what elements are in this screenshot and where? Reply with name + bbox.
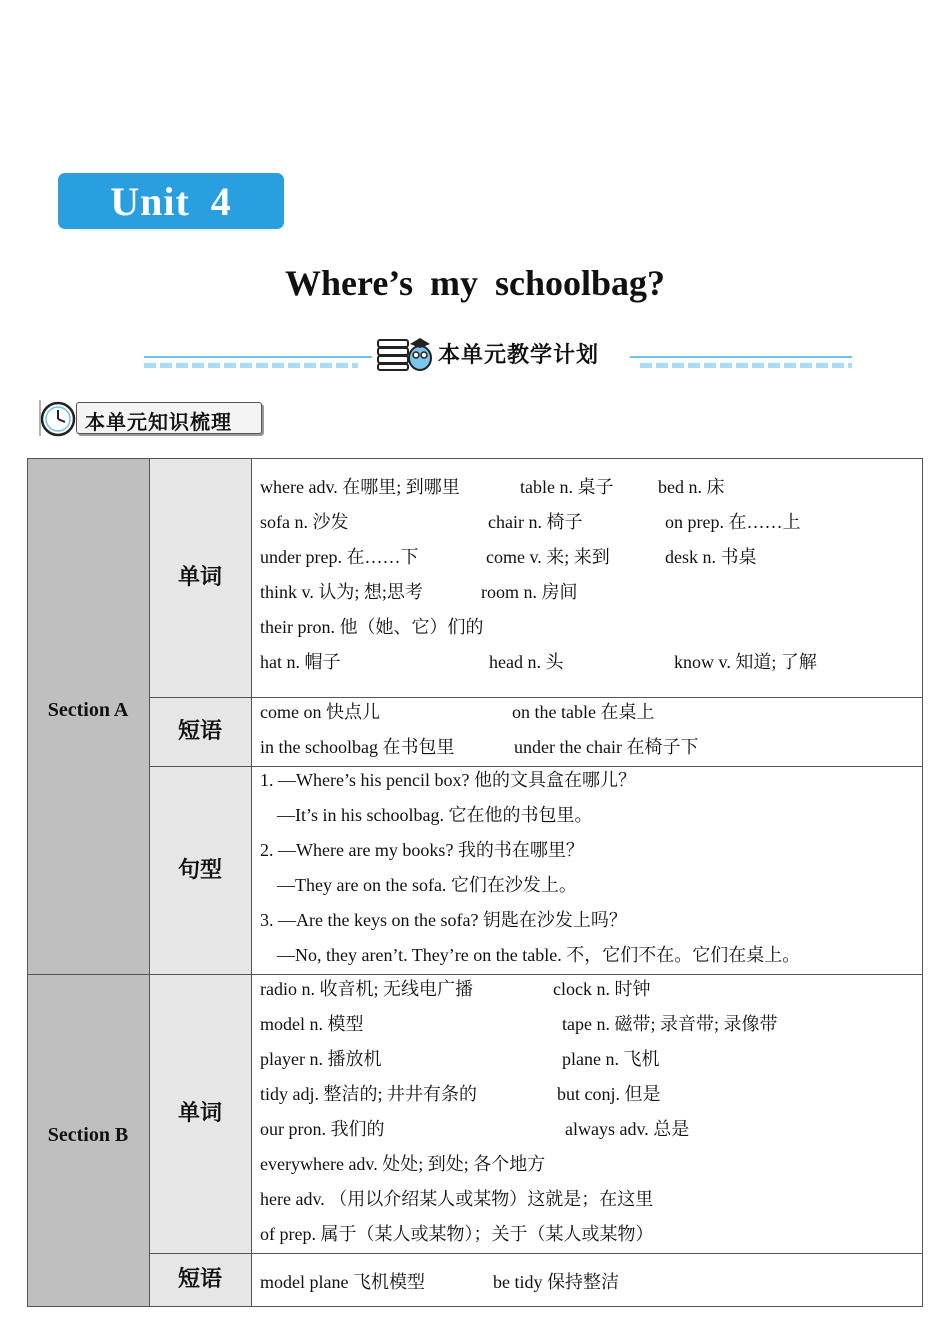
word-entry: come v. 来; 来到	[486, 547, 610, 567]
word-entry: tidy adj. 整洁的; 井井有条的	[260, 1084, 477, 1104]
word-entry: on prep. 在……上	[665, 512, 801, 532]
word-entry: model n. 模型	[260, 1014, 364, 1034]
sentence-line: 2. —Where are my books? 我的书在哪里？	[260, 840, 584, 860]
word-entry: but conj. 但是	[557, 1084, 661, 1104]
phrase-entry: in the schoolbag 在书包里	[260, 737, 455, 757]
word-entry: here adv. （用以介绍某人或某物）这就是；在这里	[260, 1189, 654, 1209]
phrases-label: 短语	[177, 719, 222, 744]
phrases-label: 短语	[177, 1267, 222, 1292]
books-owl-icon	[376, 332, 434, 372]
word-entry: table n. 桌子	[520, 477, 614, 497]
plan-label: 本单元教学计划	[438, 343, 600, 368]
word-entry: under prep. 在……下	[260, 547, 419, 567]
sentences-label: 句型	[177, 858, 222, 883]
words-label: 单词	[177, 1101, 222, 1126]
section-b-label: Section B	[47, 1124, 129, 1146]
sentence-line: 3. —Are the keys on the sofa? 钥匙在沙发上吗？	[260, 910, 627, 930]
word-entry: plane n. 飞机	[562, 1049, 660, 1069]
words-label: 单词	[177, 565, 222, 590]
divider-line	[630, 356, 852, 358]
phrase-entry: come on 快点儿	[260, 702, 380, 722]
section-a-label: Section A	[47, 699, 129, 721]
knowledge-table	[27, 458, 923, 1307]
word-entry: head n. 头	[489, 652, 564, 672]
divider-dashes	[144, 363, 358, 368]
word-entry: think v. 认为; 想;思考	[260, 582, 423, 602]
phrase-entry: model plane 飞机模型	[260, 1272, 425, 1292]
phrase-entry: under the chair 在椅子下	[514, 737, 699, 757]
word-entry: sofa n. 沙发	[260, 512, 349, 532]
divider-line	[144, 356, 372, 358]
sentence-line: —They are on the sofa. 它们在沙发上。	[277, 875, 577, 895]
plan-banner	[144, 330, 852, 374]
phrase-entry: be tidy 保持整洁	[493, 1272, 619, 1292]
sentence-line: —No, they aren’t. They’re on the table. 不，它们不在。它们在桌上。	[277, 945, 801, 965]
word-entry: radio n. 收音机; 无线电广播	[260, 979, 473, 999]
word-entry: everywhere adv. 处处; 到处; 各个地方	[260, 1154, 546, 1174]
word-entry: hat n. 帽子	[260, 652, 341, 672]
clock-icon	[34, 396, 80, 438]
word-entry: of prep. 属于（某人或某物）；关于（某人或某物）	[260, 1224, 654, 1244]
word-entry: player n. 播放机	[260, 1049, 382, 1069]
word-entry: desk n. 书桌	[665, 547, 757, 567]
sentence-line: —It’s in his schoolbag. 它在他的书包里。	[277, 805, 593, 825]
word-entry: know v. 知道; 了解	[674, 652, 817, 672]
knowledge-label: 本单元知识梳理	[85, 410, 232, 434]
knowledge-header	[76, 402, 262, 434]
word-entry: where adv. 在哪里; 到哪里	[260, 477, 460, 497]
phrase-entry: on the table 在桌上	[512, 702, 655, 722]
word-entry: tape n. 磁带; 录音带; 录像带	[562, 1014, 778, 1034]
word-entry: bed n. 床	[658, 477, 725, 497]
page-title: Where’s my schoolbag?	[285, 263, 665, 303]
word-entry: our pron. 我们的	[260, 1119, 385, 1139]
word-entry: chair n. 椅子	[488, 512, 583, 532]
word-entry: room n. 房间	[481, 582, 578, 602]
unit-badge: Unit 4	[58, 173, 284, 229]
divider-dashes	[640, 363, 852, 368]
word-entry: always adv. 总是	[565, 1119, 690, 1139]
word-entry: their pron. 他（她、它）们的	[260, 617, 484, 637]
sentence-line: 1. —Where’s his pencil box? 他的文具盒在哪儿？	[260, 770, 636, 790]
word-entry: clock n. 时钟	[553, 979, 651, 999]
